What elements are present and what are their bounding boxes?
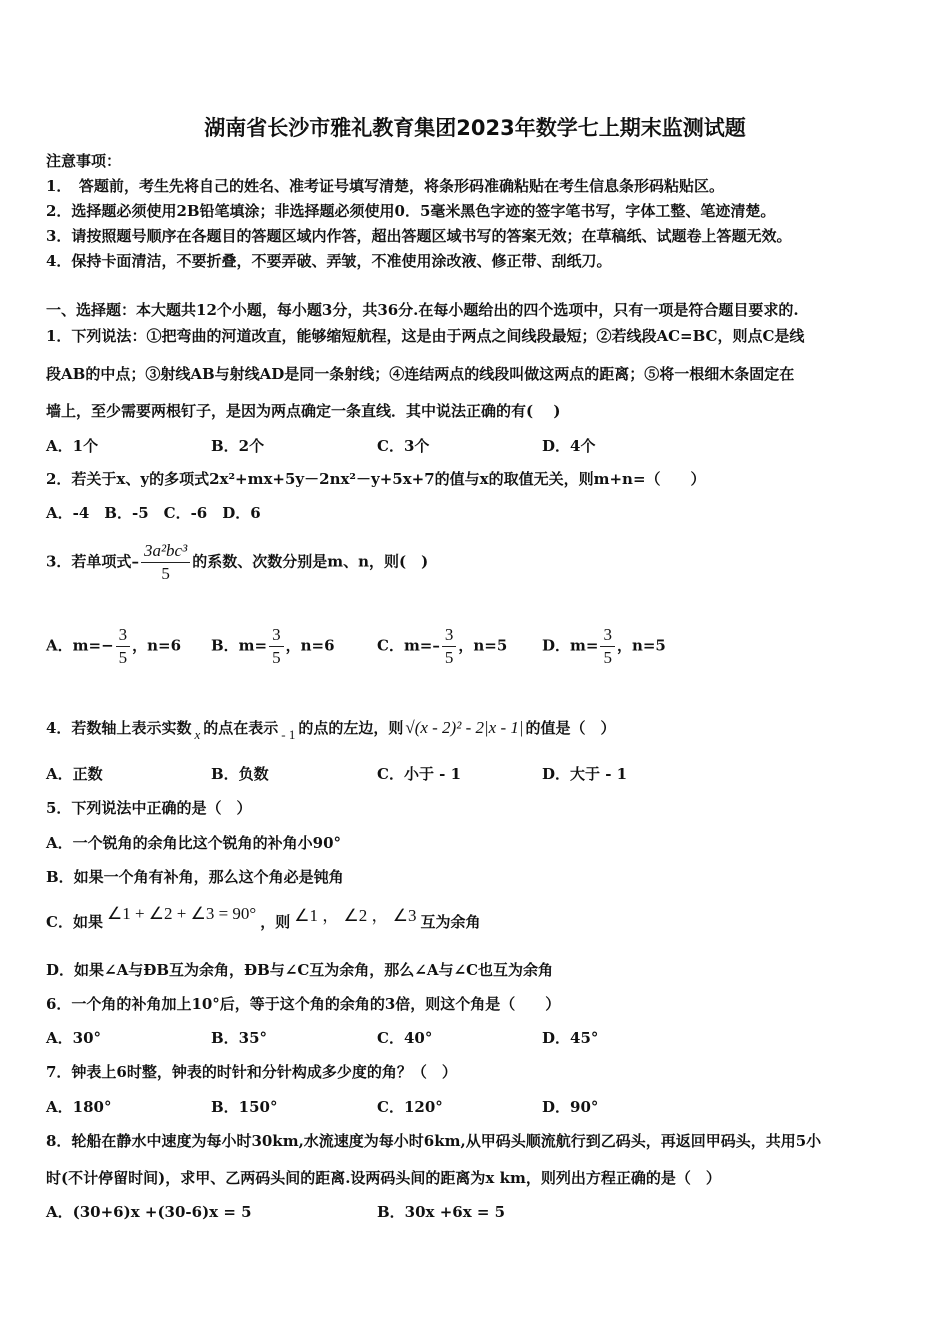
q4-expression: √(x - 2)² - 2|x - 1| [405,718,524,737]
fraction-num: 3 [118,625,128,644]
q5-c-expression: ∠1 + ∠2 + ∠3 = 90° [106,904,257,923]
fraction-den: 5 [442,646,457,669]
q3-denominator: 5 [141,562,190,585]
q8-option-a: A．(30+6)x +(30-6)x = 5 [46,1203,252,1221]
q7-option-c: C．120° [377,1098,443,1116]
q7-stem: 7．钟表上6时整，钟表的时针和分针构成多少度的角？（ ） [46,1063,457,1081]
q1-option-d: D．4个 [542,437,596,455]
q3-fraction [141,540,190,585]
notice-item: 4．保持卡面清洁，不要折叠，不要弄破、弄皱，不准使用涂改液、修正带、刮纸刀。 [46,252,612,270]
q5-option-c [46,904,481,934]
q5-option-d: D．如果∠A与ÐB互为余角，ÐB与∠C互为余角，那么∠A与∠C也互为余角 [46,961,554,979]
q3-numerator: 3a²bc³ [143,541,188,560]
q3-option-c [377,624,507,669]
q8-option-b: B．30x +6x = 5 [377,1203,506,1221]
q4-option-b: B．负数 [211,765,269,783]
fraction-den: 5 [269,646,284,669]
q6-stem: 6．一个角的补角加上10°后，等于这个角的余角的3倍，则这个角是（ ） [46,995,561,1013]
q6-option-b: B．35° [211,1029,268,1047]
q3-stem [46,540,428,585]
q4-stem-part: 的点在表示 [203,719,279,737]
q5-option-a: A．一个锐角的余角比这个锐角的补角小90° [46,834,342,852]
q8-line: 8．轮船在静水中速度为每小时30km,水流速度为每小时6km,从甲码头顺流航行到乙码头，再返回甲码头，共用5小 [46,1132,822,1150]
q3-option-fraction [442,624,457,669]
q4-var-x: x [194,727,201,742]
q6-option-a: A．30° [46,1029,102,1047]
q3-option-tail: ，n=5 [616,636,666,655]
q3-stem-post: 的系数、次数分别是m、n，则( ) [192,552,429,571]
q1-option-a: A．1个 [46,437,99,455]
q1-option-b: B．2个 [211,437,265,455]
q5-c-part: ，则 [260,913,291,931]
q3-option-tail: ，n=6 [285,636,335,655]
q4-stem-part: 的值是（ ） [525,719,616,737]
q3-stem-pre: 3．若单项式– [46,552,139,571]
notice-heading: 注意事项： [46,152,122,170]
q3-option-b [211,624,335,669]
q5-c-angles: ∠1 ， ∠2 ， ∠3 [294,906,417,925]
q3-option-label: A．m=− [46,636,114,655]
q1-line: 1．下列说法：①把弯曲的河道改直，能够缩短航程，这是由于两点之间线段最短；②若线段AC=BC，则点C是线 [46,327,805,345]
q4-option-d: D．大于 - 1 [542,765,628,783]
q6-option-d: D．45° [542,1029,599,1047]
fraction-den: 5 [116,646,131,669]
section-heading: 一、选择题：本大题共12个小题，每小题3分，共36分.在每小题给出的四个选项中，只有一项是符合题目要求的. [46,301,799,319]
q3-option-d [542,624,666,669]
q2-options: A．-4 B．-5 C．-6 D．6 [46,504,261,522]
q6-option-c: C．40° [377,1029,433,1047]
q5-option-b: B．如果一个角有补角，那么这个角必是钝角 [46,868,344,886]
fraction-num: 3 [603,625,612,644]
q7-option-d: D．90° [542,1098,599,1116]
page-title: 湖南省长沙市雅礼教育集团2023年数学七上期末监测试题 [204,116,746,140]
q3-option-label: B．m= [211,636,268,655]
q4-stem [46,716,616,741]
q8-line: 时(不计停留时间)，求甲、乙两码头间的距离.设两码头间的距离为x km，则列出方程正确的是（ ） [46,1169,721,1187]
q1-line: 段AB的中点；③射线AB与射线AD是同一条射线；④连结两点的线段叫做这两点的距离；⑤将一根细木条固定在 [46,365,795,383]
q3-option-a [46,624,181,669]
q7-option-a: A．180° [46,1098,112,1116]
q5-c-part: C．如果 [46,913,103,931]
q4-stem-part: 的点的左边，则 [298,719,404,737]
q4-neg-one: - 1 [281,727,296,742]
q3-option-fraction [269,624,284,669]
q3-option-fraction [600,624,615,669]
q4-option-c: C．小于 - 1 [377,765,462,783]
q1-option-c: C．3个 [377,437,430,455]
fraction-den: 5 [600,646,615,669]
q1-line: 墙上，至少需要两根钉子，是因为两点确定一条直线．其中说法正确的有( ) [46,402,561,420]
q3-option-label: D．m= [542,636,599,655]
notice-item: 1． 答题前，考生先将自己的姓名、准考证号填写清楚，将条形码准确粘贴在考生信息条形码粘贴区。 [46,177,724,195]
q7-option-b: B．150° [211,1098,278,1116]
q3-option-label: C．m=– [377,636,440,655]
q4-stem-part: 4．若数轴上表示实数 [46,719,192,737]
q3-option-tail: ，n=6 [132,636,182,655]
q5-c-part: 互为余角 [420,913,481,931]
notice-item: 2．选择题必须使用2B铅笔填涂；非选择题必须使用0．5毫米黑色字迹的签字笔书写，字体工整、笔迹清楚。 [46,202,776,220]
q2-stem: 2．若关于x、y的多项式2x²+mx+5y－2nx²－y+5x+7的值与x的取值无关，则m+n=（ ） [46,470,706,488]
q3-option-tail: ，n=5 [458,636,508,655]
fraction-num: 3 [272,625,281,644]
notice-item: 3．请按照题号顺序在各题目的答题区域内作答，超出答题区域书写的答案无效；在草稿纸、试题卷上答题无效。 [46,227,792,245]
fraction-num: 3 [444,625,454,644]
q4-option-a: A．正数 [46,765,103,783]
q5-stem: 5．下列说法中正确的是（ ） [46,799,252,817]
q3-option-fraction [116,624,131,669]
